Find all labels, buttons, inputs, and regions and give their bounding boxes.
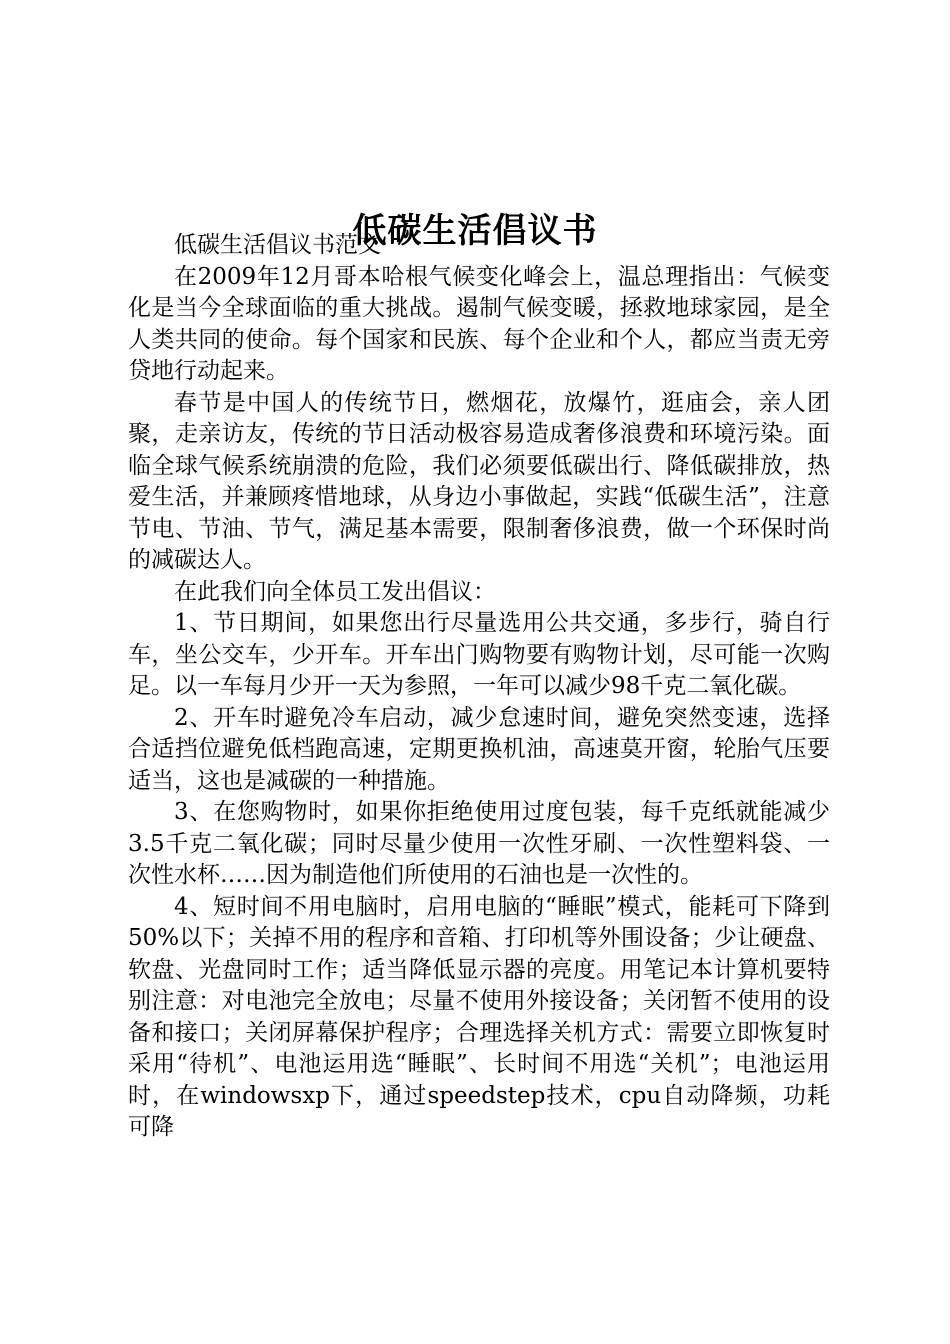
proposal-item-2: 2、开车时避免冷车启动，减少怠速时间，避免突然变速，选择合适挡位避免低档跑高速，定期更换机油，高速莫开窗，轮胎气压要适当，这也是减碳的一种措施。 — [128, 704, 830, 794]
proposal-item-3: 3、在您购物时，如果你拒绝使用过度包装，每千克纸就能减少3.5千克二氧化碳；同时尽量少使用一次性牙刷、一次性塑料袋、一次性水杯……因为制造他们所使用的石油也是一次性的。 — [128, 799, 830, 888]
document-body — [128, 230, 830, 1144]
proposal-intro-paragraph: 在此我们向全体员工发出倡议： — [174, 578, 496, 605]
proposal-item-4: 4、短时间不用电脑时，启用电脑的“睡眠”模式，能耗可下降到50%以下；关掉不用的程序和音箱、打印机等外围设备；少让硬盘、软盘、光盘同时工作；适当降低显示器的亮度。用笔记本计算机要特别注意：对电池完全放电；尽量不使用外接设备；关闭暂不使用的设备和接口；关闭屏幕保护程序；合理选择关机方式：需要立即恢复时采用“待机”、电池运用选“睡眠”、长时间不用选“关机”；电池运用时，在windowsxp下，通过speedstep技术，cpu自动降频，功耗可降 — [128, 893, 830, 1140]
proposal-item-1: 1、节日期间，如果您出行尽量选用公共交通，多步行，骑自行车，坐公交车，少开车。开车出门购物要有购物计划，尽可能一次购足。以一车每月少开一天为参照，一年可以减少98千克二氧化碳。 — [128, 610, 830, 699]
document-title: 低碳生活倡议书 — [352, 210, 598, 251]
intro-paragraph: 在2009年12月哥本哈根气候变化峰会上，温总理指出：气候变化是当今全球面临的重大挑战。遏制气候变暖，拯救地球家园，是全人类共同的使命。每个国家和民族、每个企业和个人，都应当责无旁贷地行动起来。 — [128, 263, 830, 384]
subtitle-paragraph: 低碳生活倡议书范文 — [174, 232, 381, 258]
spring-festival-paragraph: 春节是中国人的传统节日，燃烟花，放爆竹，逛庙会，亲人团聚，走亲访友，传统的节日活动极容易造成奢侈浪费和环境污染。面临全球气候系统崩溃的危险，我们必须要低碳出行、降低碳排放，热爱生活，并兼顾疼惜地球，从身边小事做起，实践“低碳生活”，注意节电、节油、节气，满足基本需要，限制奢侈浪费，做一个环保时尚的减碳达人。 — [128, 389, 830, 573]
